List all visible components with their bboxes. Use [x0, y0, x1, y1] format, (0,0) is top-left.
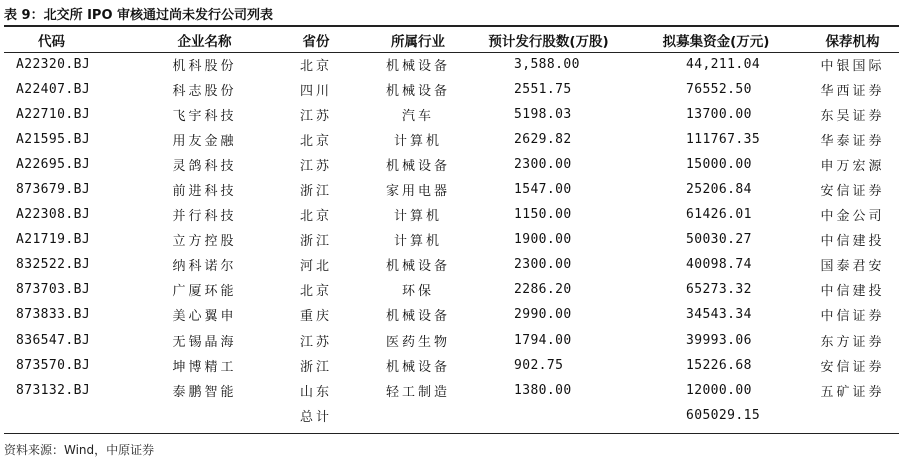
cell-code: A21595.BJ — [16, 132, 91, 148]
cell-industry: 医药生物 — [385, 334, 450, 350]
cell-province: 浙江 — [299, 234, 332, 250]
table-row — [4, 102, 899, 127]
cell-province: 浙江 — [299, 359, 332, 375]
cell-industry: 机械设备 — [385, 84, 450, 100]
table-row — [4, 328, 899, 353]
cell-sponsor: 华西证券 — [820, 84, 885, 100]
cell-industry: 机械设备 — [385, 259, 450, 275]
cell-shares: 1547.00 — [514, 182, 572, 198]
cell-province: 江苏 — [299, 109, 332, 125]
cell-company: 灵鸽科技 — [172, 159, 237, 175]
cell-sponsor: 申万宏源 — [820, 159, 885, 175]
cell-funds: 15226.68 — [686, 357, 752, 373]
cell-province: 北京 — [299, 59, 332, 75]
cell-industry: 环保 — [401, 284, 434, 300]
header-shares: 预计发行股数(万股) — [488, 33, 609, 50]
cell-shares: 2990.00 — [514, 307, 572, 323]
cell-province: 北京 — [299, 134, 332, 150]
cell-code: A21719.BJ — [16, 232, 91, 248]
cell-code: 832522.BJ — [16, 257, 91, 273]
cell-funds: 50030.27 — [686, 232, 752, 248]
table-row — [4, 177, 899, 202]
cell-shares: 2551.75 — [514, 82, 572, 98]
cell-shares: 5198.03 — [514, 107, 572, 123]
cell-company: 飞宇科技 — [172, 109, 237, 125]
cell-industry: 计算机 — [393, 134, 442, 150]
cell-funds: 76552.50 — [686, 82, 752, 98]
cell-company: 无锡晶海 — [172, 334, 237, 350]
cell-province: 重庆 — [299, 309, 332, 325]
header-rule — [4, 52, 899, 53]
cell-shares: 1380.00 — [514, 382, 572, 398]
cell-funds: 111767.35 — [686, 132, 761, 148]
cell-sponsor: 五矿证券 — [820, 384, 885, 400]
cell-sponsor: 中信建投 — [820, 234, 885, 250]
cell-industry: 机械设备 — [385, 309, 450, 325]
ipo-table — [4, 27, 899, 428]
cell-funds: 65273.32 — [686, 282, 752, 298]
cell-industry: 计算机 — [393, 209, 442, 225]
cell-code: A22695.BJ — [16, 157, 91, 173]
cell-sponsor: 东方证券 — [820, 334, 885, 350]
cell-sponsor: 安信证券 — [820, 184, 885, 200]
source-note: 资料来源：Wind，中原证券 — [4, 443, 155, 457]
table-row — [4, 252, 899, 277]
cell-shares: 2300.00 — [514, 157, 572, 173]
cell-sponsor: 华泰证券 — [820, 134, 885, 150]
cell-province: 河北 — [299, 259, 332, 275]
cell-shares: 2629.82 — [514, 132, 572, 148]
header-sponsor: 保荐机构 — [825, 33, 880, 50]
cell-sponsor: 国泰君安 — [820, 259, 885, 275]
cell-funds: 44,211.04 — [686, 57, 761, 73]
cell-shares: 902.75 — [514, 357, 564, 373]
cell-company: 广厦环能 — [172, 284, 237, 300]
bottom-rule — [4, 433, 899, 434]
cell-funds: 15000.00 — [686, 157, 752, 173]
cell-province: 四川 — [299, 84, 332, 100]
table-row — [4, 77, 899, 102]
cell-company: 机科股份 — [172, 59, 237, 75]
cell-code: 873833.BJ — [16, 307, 91, 323]
cell-funds: 39993.06 — [686, 332, 752, 348]
table-row — [4, 353, 899, 378]
cell-code: 873703.BJ — [16, 282, 91, 298]
table-row — [4, 277, 899, 302]
header-code: 代码 — [38, 33, 65, 50]
cell-code: A22407.BJ — [16, 82, 91, 98]
cell-company: 并行科技 — [172, 209, 237, 225]
total-label: 总计 — [299, 409, 332, 425]
cell-company: 泰鹏智能 — [172, 384, 237, 400]
cell-funds: 13700.00 — [686, 107, 752, 123]
table-row — [4, 378, 899, 403]
cell-sponsor: 中信建投 — [820, 284, 885, 300]
header-province: 省份 — [302, 33, 330, 50]
cell-sponsor: 中金公司 — [820, 209, 885, 225]
header-industry: 所属行业 — [391, 33, 445, 50]
cell-funds: 40098.74 — [686, 257, 752, 273]
table-title: 表 9：北交所 IPO 审核通过尚未发行公司列表 — [4, 8, 274, 23]
cell-province: 北京 — [299, 284, 332, 300]
cell-industry: 计算机 — [393, 234, 442, 250]
cell-industry: 机械设备 — [385, 159, 450, 175]
cell-sponsor: 东吴证券 — [820, 109, 885, 125]
cell-shares: 1150.00 — [514, 207, 572, 223]
cell-sponsor: 中银国际 — [820, 59, 885, 75]
cell-code: 836547.BJ — [16, 332, 91, 348]
cell-company: 前进科技 — [172, 184, 237, 200]
cell-shares: 2286.20 — [514, 282, 572, 298]
cell-company: 立方控股 — [172, 234, 237, 250]
header-company: 企业名称 — [177, 33, 232, 50]
cell-province: 江苏 — [299, 159, 332, 175]
cell-industry: 机械设备 — [385, 59, 450, 75]
cell-shares: 1900.00 — [514, 232, 572, 248]
cell-province: 浙江 — [299, 184, 332, 200]
cell-sponsor: 中信证券 — [820, 309, 885, 325]
cell-code: 873132.BJ — [16, 382, 91, 398]
cell-funds: 12000.00 — [686, 382, 752, 398]
total-amount: 605029.15 — [686, 407, 761, 423]
table-row — [4, 152, 899, 177]
cell-code: A22308.BJ — [16, 207, 91, 223]
cell-funds: 61426.01 — [686, 207, 752, 223]
cell-province: 江苏 — [299, 334, 332, 350]
cell-industry: 机械设备 — [385, 359, 450, 375]
cell-sponsor: 安信证券 — [820, 359, 885, 375]
cell-company: 坤博精工 — [172, 359, 237, 375]
table-row — [4, 52, 899, 77]
cell-company: 用友金融 — [172, 134, 237, 150]
table-row — [4, 202, 899, 227]
cell-company: 美心翼申 — [172, 309, 237, 325]
table-row — [4, 227, 899, 252]
cell-shares: 2300.00 — [514, 257, 572, 273]
cell-code: 873679.BJ — [16, 182, 91, 198]
table-row — [4, 302, 899, 327]
cell-province: 山东 — [299, 384, 332, 400]
header-row — [4, 27, 899, 52]
cell-company: 科志股份 — [172, 84, 237, 100]
cell-industry: 汽车 — [401, 109, 434, 125]
cell-code: A22710.BJ — [16, 107, 91, 123]
cell-industry: 轻工制造 — [385, 384, 450, 400]
cell-company: 纳科诺尔 — [172, 259, 237, 275]
cell-shares: 3,588.00 — [514, 57, 580, 73]
cell-funds: 34543.34 — [686, 307, 752, 323]
cell-shares: 1794.00 — [514, 332, 572, 348]
cell-code: 873570.BJ — [16, 357, 91, 373]
cell-industry: 家用电器 — [385, 184, 450, 200]
cell-funds: 25206.84 — [686, 182, 752, 198]
total-row — [4, 403, 899, 428]
header-funds: 拟募集资金(万元) — [662, 33, 770, 50]
cell-code: A22320.BJ — [16, 57, 91, 73]
cell-province: 北京 — [299, 209, 332, 225]
table-body — [4, 52, 899, 428]
table-row — [4, 127, 899, 152]
